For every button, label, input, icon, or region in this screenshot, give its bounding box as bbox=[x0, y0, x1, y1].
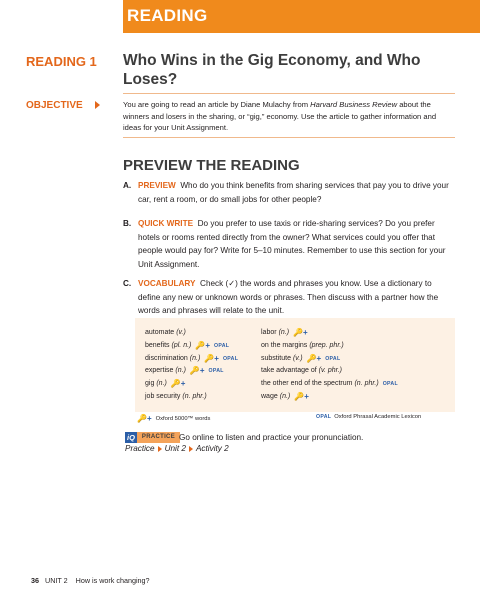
part-of-speech: (n.) bbox=[279, 392, 291, 400]
vocabulary-word: expertise bbox=[145, 367, 174, 375]
breadcrumb-activity[interactable]: Activity 2 bbox=[195, 444, 229, 453]
opal-tag-icon: OPAL bbox=[316, 414, 332, 420]
part-of-speech: (v. phr.) bbox=[318, 367, 342, 375]
iq-instruction: Go online to listen and practice your pronunciation. bbox=[179, 433, 364, 442]
legend-oxford-text: Oxford 5000™ words bbox=[155, 415, 211, 422]
vocabulary-item bbox=[145, 327, 238, 340]
item-preview bbox=[138, 179, 456, 206]
breadcrumb-unit[interactable]: Unit 2 bbox=[164, 444, 186, 453]
oxford-key-icon: 🔑+ bbox=[204, 353, 219, 363]
legend-oxford bbox=[137, 414, 210, 423]
part-of-speech: (n.) bbox=[278, 329, 290, 336]
vocabulary-word: labor bbox=[261, 329, 277, 336]
vocabulary-item bbox=[261, 340, 398, 353]
vocabulary-word: automate bbox=[145, 329, 175, 336]
part-of-speech: (v.) bbox=[176, 329, 186, 336]
oxford-key-icon: 🔑+ bbox=[189, 366, 205, 376]
vocabulary-item bbox=[145, 365, 238, 378]
vocabulary-word: take advantage of bbox=[261, 367, 317, 375]
legend-opal bbox=[316, 414, 421, 420]
objective-label: OBJECTIVE bbox=[26, 100, 83, 111]
item-text: Who do you think benefits from sharing services that pay you to drive your car, rent a room, or do small jobs for other people? bbox=[138, 181, 449, 204]
oxford-key-icon: 🔑+ bbox=[294, 391, 309, 401]
opal-tag-icon: OPAL bbox=[214, 342, 230, 349]
opal-tag-icon: OPAL bbox=[208, 368, 224, 375]
oxford-key-icon: 🔑+ bbox=[195, 340, 211, 350]
item-keyword: VOCABULARY bbox=[138, 279, 196, 288]
oxford-key-icon: 🔑+ bbox=[170, 379, 186, 389]
footer-question: How is work changing? bbox=[75, 576, 150, 585]
vocabulary-word: the other end of the spectrum bbox=[261, 380, 353, 388]
item-letter-a: A. bbox=[123, 181, 132, 190]
oxford-key-icon: 🔑+ bbox=[137, 414, 152, 423]
vocabulary-word: benefits bbox=[145, 341, 170, 349]
page-number: 36 bbox=[31, 576, 39, 585]
opal-tag-icon: OPAL bbox=[222, 355, 239, 362]
vocabulary-word: discrimination bbox=[145, 354, 188, 362]
iq-breadcrumb bbox=[125, 444, 229, 453]
objective-text-after: about the winners and losers in the sharing, or “gig,” economy. Use the article to gather information and ideas for your Unit Assignment. bbox=[123, 100, 437, 132]
iq-logo-icon: iQ bbox=[127, 433, 135, 442]
reading-label: READING 1 bbox=[26, 54, 97, 69]
iq-practice-badge[interactable] bbox=[125, 432, 180, 443]
objective-text-before: You are going to read an article by Diane Mulachy from bbox=[123, 100, 311, 109]
part-of-speech: (n. phr.) bbox=[354, 380, 379, 388]
breadcrumb-arrow-icon bbox=[189, 446, 193, 452]
vocabulary-item bbox=[261, 365, 398, 378]
objective-arrow-icon bbox=[95, 101, 100, 109]
objective-text bbox=[123, 99, 455, 134]
legend-opal-text: Oxford Phrasal Academic Lexicon bbox=[334, 414, 422, 420]
vocabulary-item bbox=[261, 391, 398, 404]
part-of-speech: (n.) bbox=[175, 367, 186, 375]
vocabulary-item bbox=[261, 327, 398, 340]
item-text: Do you prefer to use taxis or ride-sharing services? Do you prefer hotels or rooms rented directly from the owner? What services could you offer that people would pay for? Write for 5–10 minutes. Remember to use this section for your Unit Assignment. bbox=[138, 219, 446, 269]
part-of-speech: (v.) bbox=[292, 354, 303, 362]
oxford-key-icon: 🔑+ bbox=[293, 328, 308, 337]
item-keyword: PREVIEW bbox=[138, 181, 176, 190]
vocabulary-column-2 bbox=[261, 327, 398, 404]
vocabulary-item bbox=[145, 353, 238, 366]
part-of-speech: (pl. n.) bbox=[171, 341, 192, 349]
page-footer bbox=[31, 576, 150, 585]
vocabulary-word: gig bbox=[145, 380, 155, 388]
item-text: Check (✓) the words and phrases you know. Use a dictionary to define any new or unknown words or phrases. Then discuss with a partner how the words and phrases will relate to the unit. bbox=[138, 279, 439, 315]
footer-unit: UNIT 2 bbox=[45, 576, 68, 585]
vocabulary-item bbox=[145, 378, 238, 391]
vocabulary-word: substitute bbox=[261, 354, 291, 362]
vocabulary-word: on the margins bbox=[261, 341, 308, 349]
oxford-key-icon: 🔑+ bbox=[306, 353, 322, 363]
divider-top bbox=[123, 93, 455, 94]
breadcrumb-practice[interactable]: Practice bbox=[125, 444, 155, 453]
header-title: READING bbox=[127, 6, 208, 25]
item-letter-c: C. bbox=[123, 279, 132, 288]
item-keyword: QUICK WRITE bbox=[138, 219, 194, 228]
part-of-speech: (n. phr.) bbox=[182, 392, 207, 400]
part-of-speech: (n.) bbox=[156, 380, 167, 388]
section-heading: PREVIEW THE READING bbox=[123, 157, 300, 174]
item-letter-b: B. bbox=[123, 219, 132, 228]
breadcrumb-arrow-icon bbox=[158, 446, 162, 452]
vocabulary-item bbox=[261, 378, 398, 391]
vocabulary-column-1 bbox=[145, 327, 238, 404]
part-of-speech: (n.) bbox=[189, 354, 201, 362]
iq-practice-label: PRACTICE bbox=[137, 432, 180, 443]
vocabulary-item bbox=[145, 391, 238, 404]
item-vocabulary bbox=[138, 277, 456, 318]
vocabulary-word: wage bbox=[261, 392, 278, 400]
divider-bottom bbox=[123, 137, 455, 138]
objective-source: Harvard Business Review bbox=[310, 100, 398, 109]
vocabulary-item bbox=[145, 340, 238, 353]
opal-tag-icon: OPAL bbox=[325, 355, 341, 362]
vocabulary-word: job security bbox=[145, 392, 181, 400]
vocabulary-item bbox=[261, 353, 398, 366]
opal-tag-icon: OPAL bbox=[382, 381, 398, 388]
article-title: Who Wins in the Gig Economy, and Who Loses? bbox=[123, 52, 421, 88]
part-of-speech: (prep. phr.) bbox=[309, 341, 344, 349]
item-quick-write bbox=[138, 217, 456, 271]
